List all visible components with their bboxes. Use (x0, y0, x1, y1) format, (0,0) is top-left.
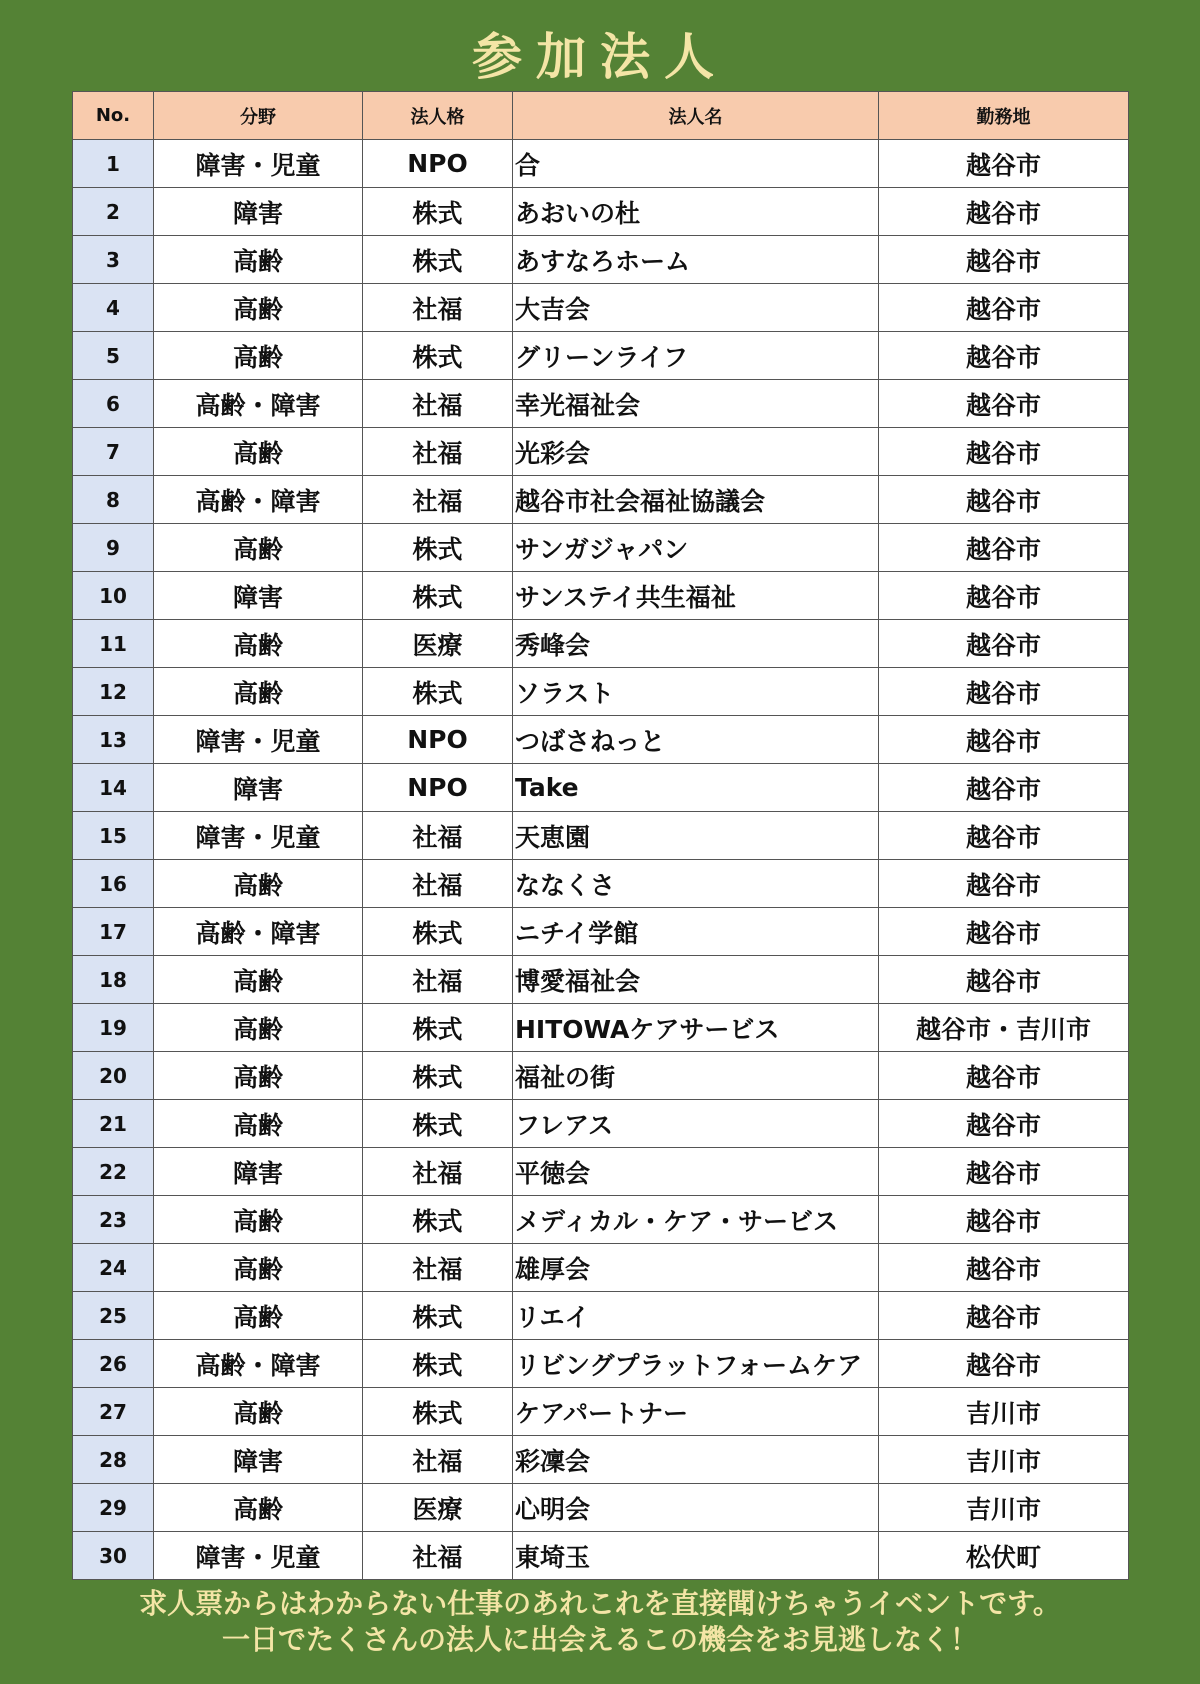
table-row (73, 332, 1129, 380)
cell-type: 社福 (363, 380, 513, 428)
cell-field: 高齢 (154, 1100, 363, 1148)
cell-field: 障害 (154, 764, 363, 812)
cell-field: 高齢 (154, 956, 363, 1004)
cell-no: 11 (73, 620, 154, 668)
cell-field: 高齢 (154, 1484, 363, 1532)
cell-field: 高齢 (154, 860, 363, 908)
cell-location: 越谷市 (879, 716, 1129, 764)
cell-no: 18 (73, 956, 154, 1004)
cell-type: 社福 (363, 476, 513, 524)
cell-field: 高齢 (154, 620, 363, 668)
cell-location: 吉川市 (879, 1484, 1129, 1532)
table-row (73, 1196, 1129, 1244)
cell-no: 15 (73, 812, 154, 860)
cell-name: 博愛福祉会 (513, 956, 879, 1004)
cell-type: 社福 (363, 428, 513, 476)
cell-no: 16 (73, 860, 154, 908)
cell-type: 株式 (363, 1052, 513, 1100)
cell-type: 社福 (363, 812, 513, 860)
cell-field: 障害・児童 (154, 716, 363, 764)
cell-type: NPO (363, 140, 513, 188)
table-row (73, 428, 1129, 476)
cell-name: 秀峰会 (513, 620, 879, 668)
cell-field: 障害 (154, 572, 363, 620)
cell-field: 高齢 (154, 668, 363, 716)
cell-location: 越谷市 (879, 1196, 1129, 1244)
table-row (73, 1484, 1129, 1532)
cell-location: 越谷市 (879, 572, 1129, 620)
cell-no: 20 (73, 1052, 154, 1100)
cell-type: 株式 (363, 1196, 513, 1244)
cell-name: 平徳会 (513, 1148, 879, 1196)
cell-type: 株式 (363, 668, 513, 716)
cell-no: 28 (73, 1436, 154, 1484)
header-field: 分野 (154, 92, 363, 140)
cell-field: 障害・児童 (154, 1532, 363, 1580)
footer-line-2: 一日でたくさんの法人に出会えるこの機会をお見逃しなく！ (221, 1623, 978, 1656)
cell-type: 株式 (363, 188, 513, 236)
table-body (73, 140, 1129, 1580)
cell-field: 高齢・障害 (154, 380, 363, 428)
cell-no: 3 (73, 236, 154, 284)
cell-name: フレアス (513, 1100, 879, 1148)
header-row (73, 92, 1129, 140)
cell-field: 障害 (154, 188, 363, 236)
cell-field: 高齢 (154, 1388, 363, 1436)
cell-name: リエイ (513, 1292, 879, 1340)
cell-name: 天恵園 (513, 812, 879, 860)
table-row (73, 812, 1129, 860)
cell-no: 26 (73, 1340, 154, 1388)
cell-type: 社福 (363, 1148, 513, 1196)
cell-name: 心明会 (513, 1484, 879, 1532)
cell-type: 株式 (363, 236, 513, 284)
cell-name: あすなろホーム (513, 236, 879, 284)
cell-field: 高齢 (154, 1292, 363, 1340)
cell-field: 高齢 (154, 332, 363, 380)
cell-no: 24 (73, 1244, 154, 1292)
cell-field: 高齢・障害 (154, 476, 363, 524)
cell-location: 吉川市 (879, 1388, 1129, 1436)
table-row (73, 1436, 1129, 1484)
table-row (73, 524, 1129, 572)
cell-type: 株式 (363, 1100, 513, 1148)
cell-no: 23 (73, 1196, 154, 1244)
table-row (73, 620, 1129, 668)
cell-name: あおいの杜 (513, 188, 879, 236)
cell-field: 高齢 (154, 1244, 363, 1292)
cell-location: 越谷市 (879, 380, 1129, 428)
cell-name: ソラスト (513, 668, 879, 716)
cell-name: 幸光福祉会 (513, 380, 879, 428)
table-row (73, 1100, 1129, 1148)
cell-no: 9 (73, 524, 154, 572)
cell-location: 越谷市 (879, 476, 1129, 524)
cell-no: 7 (73, 428, 154, 476)
cell-location: 越谷市 (879, 140, 1129, 188)
table-row (73, 140, 1129, 188)
table-row (73, 1388, 1129, 1436)
cell-location: 越谷市 (879, 1292, 1129, 1340)
cell-location: 越谷市 (879, 1244, 1129, 1292)
cell-no: 10 (73, 572, 154, 620)
cell-location: 越谷市 (879, 1148, 1129, 1196)
cell-type: NPO (363, 764, 513, 812)
cell-name: メディカル・ケア・サービス (513, 1196, 879, 1244)
cell-type: 株式 (363, 1340, 513, 1388)
cell-name: 東埼玉 (513, 1532, 879, 1580)
cell-location: 越谷市 (879, 188, 1129, 236)
cell-type: 株式 (363, 908, 513, 956)
cell-no: 8 (73, 476, 154, 524)
cell-location: 越谷市 (879, 1052, 1129, 1100)
cell-name: 越谷市社会福祉協議会 (513, 476, 879, 524)
cell-field: 高齢 (154, 1196, 363, 1244)
cell-type: 株式 (363, 1292, 513, 1340)
cell-location: 越谷市 (879, 908, 1129, 956)
cell-type: 社福 (363, 1244, 513, 1292)
cell-no: 4 (73, 284, 154, 332)
cell-field: 高齢・障害 (154, 908, 363, 956)
cell-name: 彩凜会 (513, 1436, 879, 1484)
table-row (73, 716, 1129, 764)
cell-type: 株式 (363, 572, 513, 620)
footer-message (0, 1586, 1200, 1658)
table-row (73, 668, 1129, 716)
cell-location: 越谷市 (879, 620, 1129, 668)
cell-type: 医療 (363, 1484, 513, 1532)
cell-location: 越谷市 (879, 428, 1129, 476)
table-row (73, 236, 1129, 284)
cell-field: 高齢 (154, 236, 363, 284)
cell-type: 社福 (363, 284, 513, 332)
cell-type: NPO (363, 716, 513, 764)
cell-name: 合 (513, 140, 879, 188)
page-title: 参加法人 (472, 28, 728, 86)
cell-name: ななくさ (513, 860, 879, 908)
cell-field: 高齢 (154, 284, 363, 332)
cell-location: 吉川市 (879, 1436, 1129, 1484)
header-no: No. (73, 92, 154, 140)
table-row (73, 572, 1129, 620)
cell-no: 17 (73, 908, 154, 956)
cell-no: 12 (73, 668, 154, 716)
cell-type: 株式 (363, 524, 513, 572)
cell-name: Take (513, 764, 879, 812)
cell-location: 越谷市 (879, 956, 1129, 1004)
cell-no: 21 (73, 1100, 154, 1148)
cell-location: 越谷市 (879, 1340, 1129, 1388)
table-row (73, 380, 1129, 428)
cell-name: 福祉の街 (513, 1052, 879, 1100)
cell-no: 14 (73, 764, 154, 812)
table-row (73, 764, 1129, 812)
table-row (73, 1340, 1129, 1388)
cell-field: 障害・児童 (154, 812, 363, 860)
cell-name: サンステイ共生福祉 (513, 572, 879, 620)
table-row (73, 1052, 1129, 1100)
cell-field: 障害・児童 (154, 140, 363, 188)
cell-location: 越谷市 (879, 1100, 1129, 1148)
cell-type: 医療 (363, 620, 513, 668)
table-row (73, 860, 1129, 908)
cell-no: 6 (73, 380, 154, 428)
cell-name: ケアパートナー (513, 1388, 879, 1436)
table-row (73, 188, 1129, 236)
cell-location: 越谷市 (879, 236, 1129, 284)
table-row (73, 1004, 1129, 1052)
cell-location: 越谷市 (879, 284, 1129, 332)
cell-no: 5 (73, 332, 154, 380)
cell-no: 19 (73, 1004, 154, 1052)
cell-type: 社福 (363, 1436, 513, 1484)
cell-field: 障害 (154, 1436, 363, 1484)
cell-type: 株式 (363, 332, 513, 380)
cell-field: 障害 (154, 1148, 363, 1196)
cell-no: 22 (73, 1148, 154, 1196)
cell-field: 高齢・障害 (154, 1340, 363, 1388)
cell-name: リビングプラットフォームケア (513, 1340, 879, 1388)
cell-name: 雄厚会 (513, 1244, 879, 1292)
header-type: 法人格 (363, 92, 513, 140)
cell-no: 30 (73, 1532, 154, 1580)
table-row (73, 476, 1129, 524)
cell-no: 27 (73, 1388, 154, 1436)
participants-table (72, 91, 1129, 1580)
cell-name: サンガジャパン (513, 524, 879, 572)
cell-type: 社福 (363, 1532, 513, 1580)
cell-location: 越谷市 (879, 764, 1129, 812)
cell-no: 2 (73, 188, 154, 236)
cell-type: 社福 (363, 860, 513, 908)
cell-field: 高齢 (154, 1004, 363, 1052)
cell-name: ニチイ学館 (513, 908, 879, 956)
table-row (73, 284, 1129, 332)
cell-location: 越谷市 (879, 668, 1129, 716)
cell-location: 越谷市 (879, 812, 1129, 860)
table-row (73, 956, 1129, 1004)
cell-field: 高齢 (154, 524, 363, 572)
cell-type: 株式 (363, 1004, 513, 1052)
header-location: 勤務地 (879, 92, 1129, 140)
table-row (73, 908, 1129, 956)
cell-location: 越谷市・吉川市 (879, 1004, 1129, 1052)
cell-name: HITOWAケアサービス (513, 1004, 879, 1052)
cell-field: 高齢 (154, 1052, 363, 1100)
cell-no: 13 (73, 716, 154, 764)
cell-name: 光彩会 (513, 428, 879, 476)
cell-location: 越谷市 (879, 332, 1129, 380)
cell-name: つばさねっと (513, 716, 879, 764)
cell-no: 25 (73, 1292, 154, 1340)
cell-field: 高齢 (154, 428, 363, 476)
cell-type: 社福 (363, 956, 513, 1004)
header-name: 法人名 (513, 92, 879, 140)
table-row (73, 1244, 1129, 1292)
table-row (73, 1148, 1129, 1196)
cell-location: 越谷市 (879, 524, 1129, 572)
table-row (73, 1532, 1129, 1580)
cell-location: 越谷市 (879, 860, 1129, 908)
cell-name: 大吉会 (513, 284, 879, 332)
footer-line-1: 求人票からはわからない仕事のあれこれを直接聞けちゃうイベントです。 (139, 1587, 1061, 1620)
cell-no: 1 (73, 140, 154, 188)
cell-location: 松伏町 (879, 1532, 1129, 1580)
table-row (73, 1292, 1129, 1340)
cell-no: 29 (73, 1484, 154, 1532)
cell-name: グリーンライフ (513, 332, 879, 380)
cell-type: 株式 (363, 1388, 513, 1436)
